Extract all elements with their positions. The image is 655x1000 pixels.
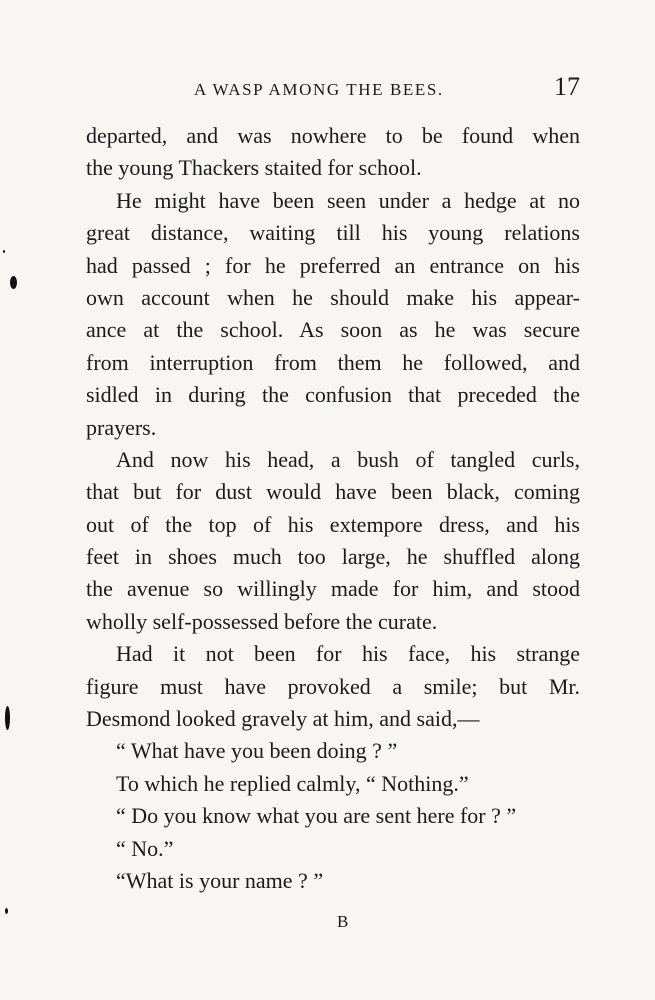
text-line: the avenue so willingly made for him, and stood (86, 576, 580, 602)
running-title: A WASP AMONG THE BEES. (194, 80, 444, 99)
text-line: And now his head, a bush of tangled curls, (116, 446, 580, 472)
text-line: He might have been seen under a hedge at no (116, 187, 580, 213)
ink-speck (5, 908, 8, 914)
page-number: 17 (554, 72, 580, 101)
text-line: figure must have provoked a smile; but Mr. (86, 673, 580, 699)
text-line: departed, and was nowhere to be found when (86, 123, 580, 148)
text-line: Had it not been for his face, his strange (116, 641, 580, 667)
text-line: that but for dust would have been black, coming (86, 479, 580, 505)
text-line: wholly self-possessed before the curate. (86, 608, 438, 634)
text-line: ance at the school. As soon as he was secure (86, 317, 580, 343)
ink-speck (5, 706, 10, 730)
text-line: “ No.” (116, 835, 174, 861)
text-line: “ What have you been doing ? ” (116, 738, 398, 764)
text-line: sidled in during the confusion that preceded the (86, 382, 580, 408)
text-line: from interruption from them he followed, and (86, 349, 580, 375)
text-line: own account when he should make his appear- (86, 284, 580, 310)
text-line: had passed ; for he preferred an entrance on his (86, 252, 580, 278)
text-line: Desmond looked gravely at him, and said,— (86, 706, 480, 732)
body-text (86, 120, 580, 897)
ink-speck (3, 250, 5, 253)
signature-mark: B (337, 912, 349, 931)
text-line: great distance, waiting till his young relations (86, 220, 580, 246)
text-line: To which he replied calmly, “ Nothing.” (116, 770, 469, 796)
text-line: feet in shoes much too large, he shuffled along (86, 544, 580, 570)
text-line: “ Do you know what you are sent here for ? ” (116, 803, 517, 829)
text-line: the young Thackers staited for school. (86, 155, 422, 181)
text-line: prayers. (86, 414, 157, 440)
text-line: out of the top of his extempore dress, and his (86, 511, 580, 537)
ink-speck (10, 276, 17, 289)
text-line: “What is your name ? ” (116, 867, 324, 893)
running-head (86, 72, 580, 106)
